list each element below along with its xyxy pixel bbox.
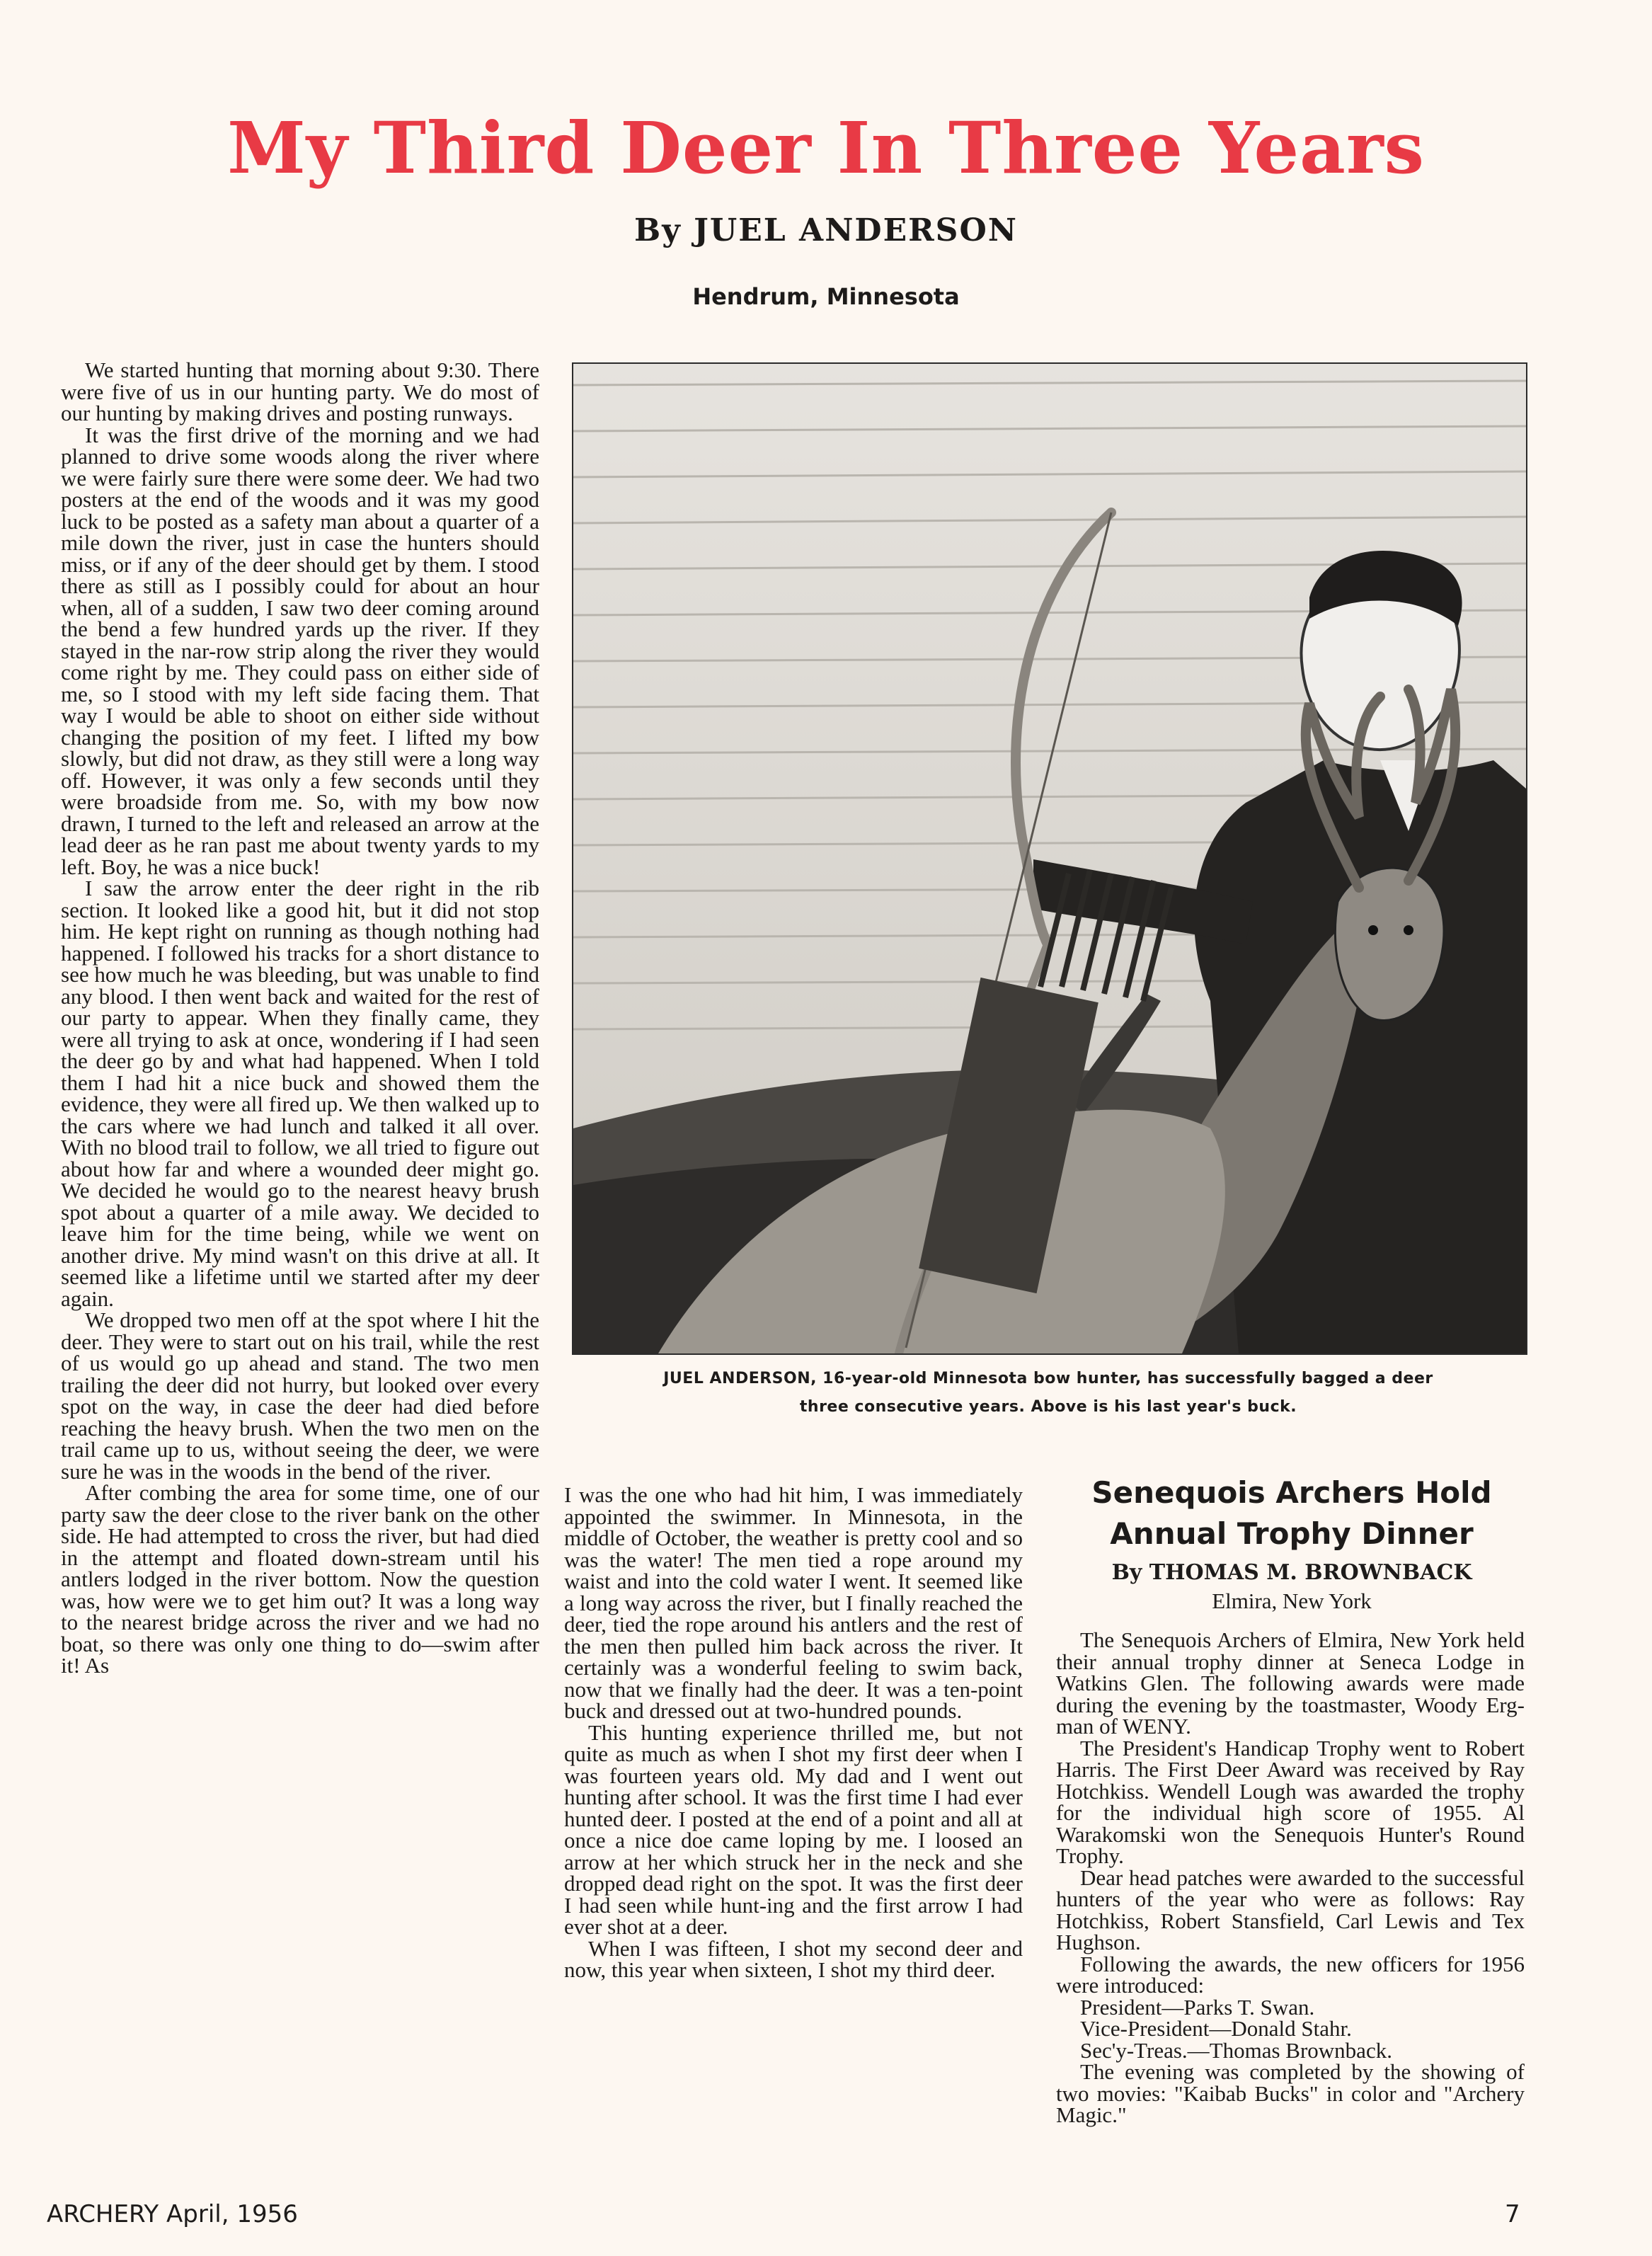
- sidebar-byline: By THOMAS M. BROWNBACK: [1111, 1560, 1472, 1585]
- sidebar-title-line: Annual Trophy Dinner: [1110, 1516, 1474, 1551]
- paragraph: I was the one who had hit him, I was immediately appointed the swimmer. In Minnesota, in the middle of October, the weather is pretty cool and so was the water! The men tied a rope around my waist and into the cold water I went. It seemed like a long way across the river, but I finally reached the deer, tied the rope around his antlers and the rest of the men then pulled him back across the river. It certainly was a wonderful feeling to swim back, now that we finally had the deer. It was a ten-point buck and dressed out at two-hundred pounds.: [564, 1482, 1023, 1723]
- paragraph: The President's Handicap Trophy went to Robert Harris. The First Deer Award was received by Ray Hotchkiss. Wendell Lough was awarded the trophy for the individual high score of 1955. Al Warakomski won the Senequois Hunter's Round Trophy.: [1056, 1735, 1525, 1868]
- sidebar-title-line: Senequois Archers Hold: [1091, 1475, 1492, 1510]
- paragraph: I saw the arrow enter the deer right in the rib section. It looked like a good hit, but it did not stop him. He kept right on running as though nothing had happened. I followed his tracks for a short distance to see how much he was bleeding, but was unable to find any blood. I then went back and waited for the rest of our party to appear. When they finally came, they were all trying to ask at once, wondering if I had seen the deer go by and what had happened. When I told them I had hit a nice buck and showed them the evidence, they were all fired up. We then walked up to the cars where we had lunch and talked it all over. With no blood trail to follow, we all tried to figure out about how far and where a wounded deer might go. We decided he would go to the nearest heavy brush spot about a quarter of a mile away. We decided to leave him for the time being, while we went on another drive. My mind wasn't on this drive at all. It seemed like a lifetime until we started after my deer again.: [61, 876, 539, 1311]
- photo-caption-line: JUEL ANDERSON, 16-year-old Minnesota bow hunter, has successfully bagged a deer: [663, 1370, 1433, 1387]
- paragraph: When I was fifteen, I shot my second deer and now, this year when sixteen, I shot my third deer.: [564, 1935, 1023, 1982]
- article-column-2: [564, 1484, 1023, 1981]
- article-location: Hendrum, Minnesota: [692, 283, 960, 310]
- paragraph: After combing the area for some time, one of our party saw the deer close to the river bank on the other side. He had attempted to cross the river, but had died in the attempt and floated down-stream until his antlers lodged in the river bottom. Now the question was, how were we to get him out? It was a long way to the nearest bridge across the river and we had no boat, so there was only one thing to do—swim after it! As: [61, 1480, 539, 1678]
- sidebar-column: [1056, 1627, 1525, 2127]
- paragraph: We started hunting that morning about 9:30. There were five of us in our hunting party. We do most of our hunting by making drives and posting runways.: [61, 357, 539, 425]
- paragraph: Dear head patches were awarded to the successful hunters of the year who were as follows: Ray Hotchkiss, Robert Stansfield, Carl Lewis and Tex Hughson.: [1056, 1865, 1525, 1954]
- sidebar-title: [1048, 1472, 1536, 1554]
- sidebar-location: Elmira, New York: [1212, 1588, 1372, 1613]
- footer-page-number: 7: [1505, 2200, 1520, 2228]
- paragraph: We dropped two men off at the spot where I hit the deer. They were to start out on his trail, while the rest of us would go up ahead and stand. The two men trailing the deer did not hurry, but looked over every spot on the way, in case the deer had died before reaching the heavy brush. When the two men on the trail came up to us, without seeing the deer, we were sure he was in the woods in the bend of the river.: [61, 1307, 539, 1484]
- photo-caption-line: three consecutive years. Above is his last year's buck.: [799, 1398, 1297, 1416]
- paragraph: This hunting experience thrilled me, but not quite as much as when I shot my first deer when I was fourteen years old. My dad and I went out hunting after school. It was the first time I had ever hunted deer. I posted at the end of a point and all at once a nice doe came loping by me. I loosed an arrow at her which struck her in the neck and she dropped dead right on the spot. It was the first deer I had seen while hunt-ing and the first arrow I had ever shot at a deer.: [564, 1719, 1023, 1939]
- paragraph: The Senequois Archers of Elmira, New York held their annual trophy dinner at Seneca Lodge in Watkins Glen. The following awards were made during the evening by the toastmaster, Woody Erg-man of WENY.: [1056, 1627, 1525, 1739]
- officer-line: Vice-President—Donald Stahr.: [1080, 2016, 1352, 2041]
- officer-line: President—Parks T. Swan.: [1080, 1994, 1315, 2020]
- officer-line: Sec'y-Treas.—Thomas Brownback.: [1080, 2037, 1392, 2063]
- article-byline: By JUEL ANDERSON: [634, 212, 1018, 248]
- paragraph: It was the first drive of the morning and we had planned to drive some woods along the river where we were fairly sure there were some deer. We had two posters at the end of the woods and it was my good luck to be posted as a safety man about a quarter of a mile down the river, just in case the hunters should miss, or if any of the deer should get by them. I stood there as still as I possibly could for about an hour when, all of a sudden, I saw two deer coming around the bend a few hundred yards up the river. If they stayed in the nar-row strip along the river they would come right by me. They could pass on either side of me, so I stood with my left side facing them. That way I would be able to shoot on either side without changing the position of my feet. I lifted my bow slowly, but did not draw, as they still were a long way off. However, it was only a few seconds until they were broadside from me. So, with my bow now drawn, I turned to the left and released an arrow at the lead deer as he ran past me about twenty yards to my left. Boy, he was a nice buck!: [61, 422, 539, 879]
- photo-caption: [572, 1365, 1525, 1421]
- article-column-1: [61, 357, 539, 1678]
- paragraph: The evening was completed by the showing of two movies: "Kaibab Bucks" in color and "Archery Magic.": [1056, 2059, 1525, 2127]
- hunter-with-deer-photo: [572, 362, 1527, 1355]
- article-title: My Third Deer In Three Years: [227, 106, 1425, 190]
- paragraph: Following the awards, the new officers for 1956 were introduced:: [1056, 1951, 1525, 1998]
- footer-publication: ARCHERY April, 1956: [47, 2200, 298, 2228]
- photo-illustration: [573, 364, 1526, 1353]
